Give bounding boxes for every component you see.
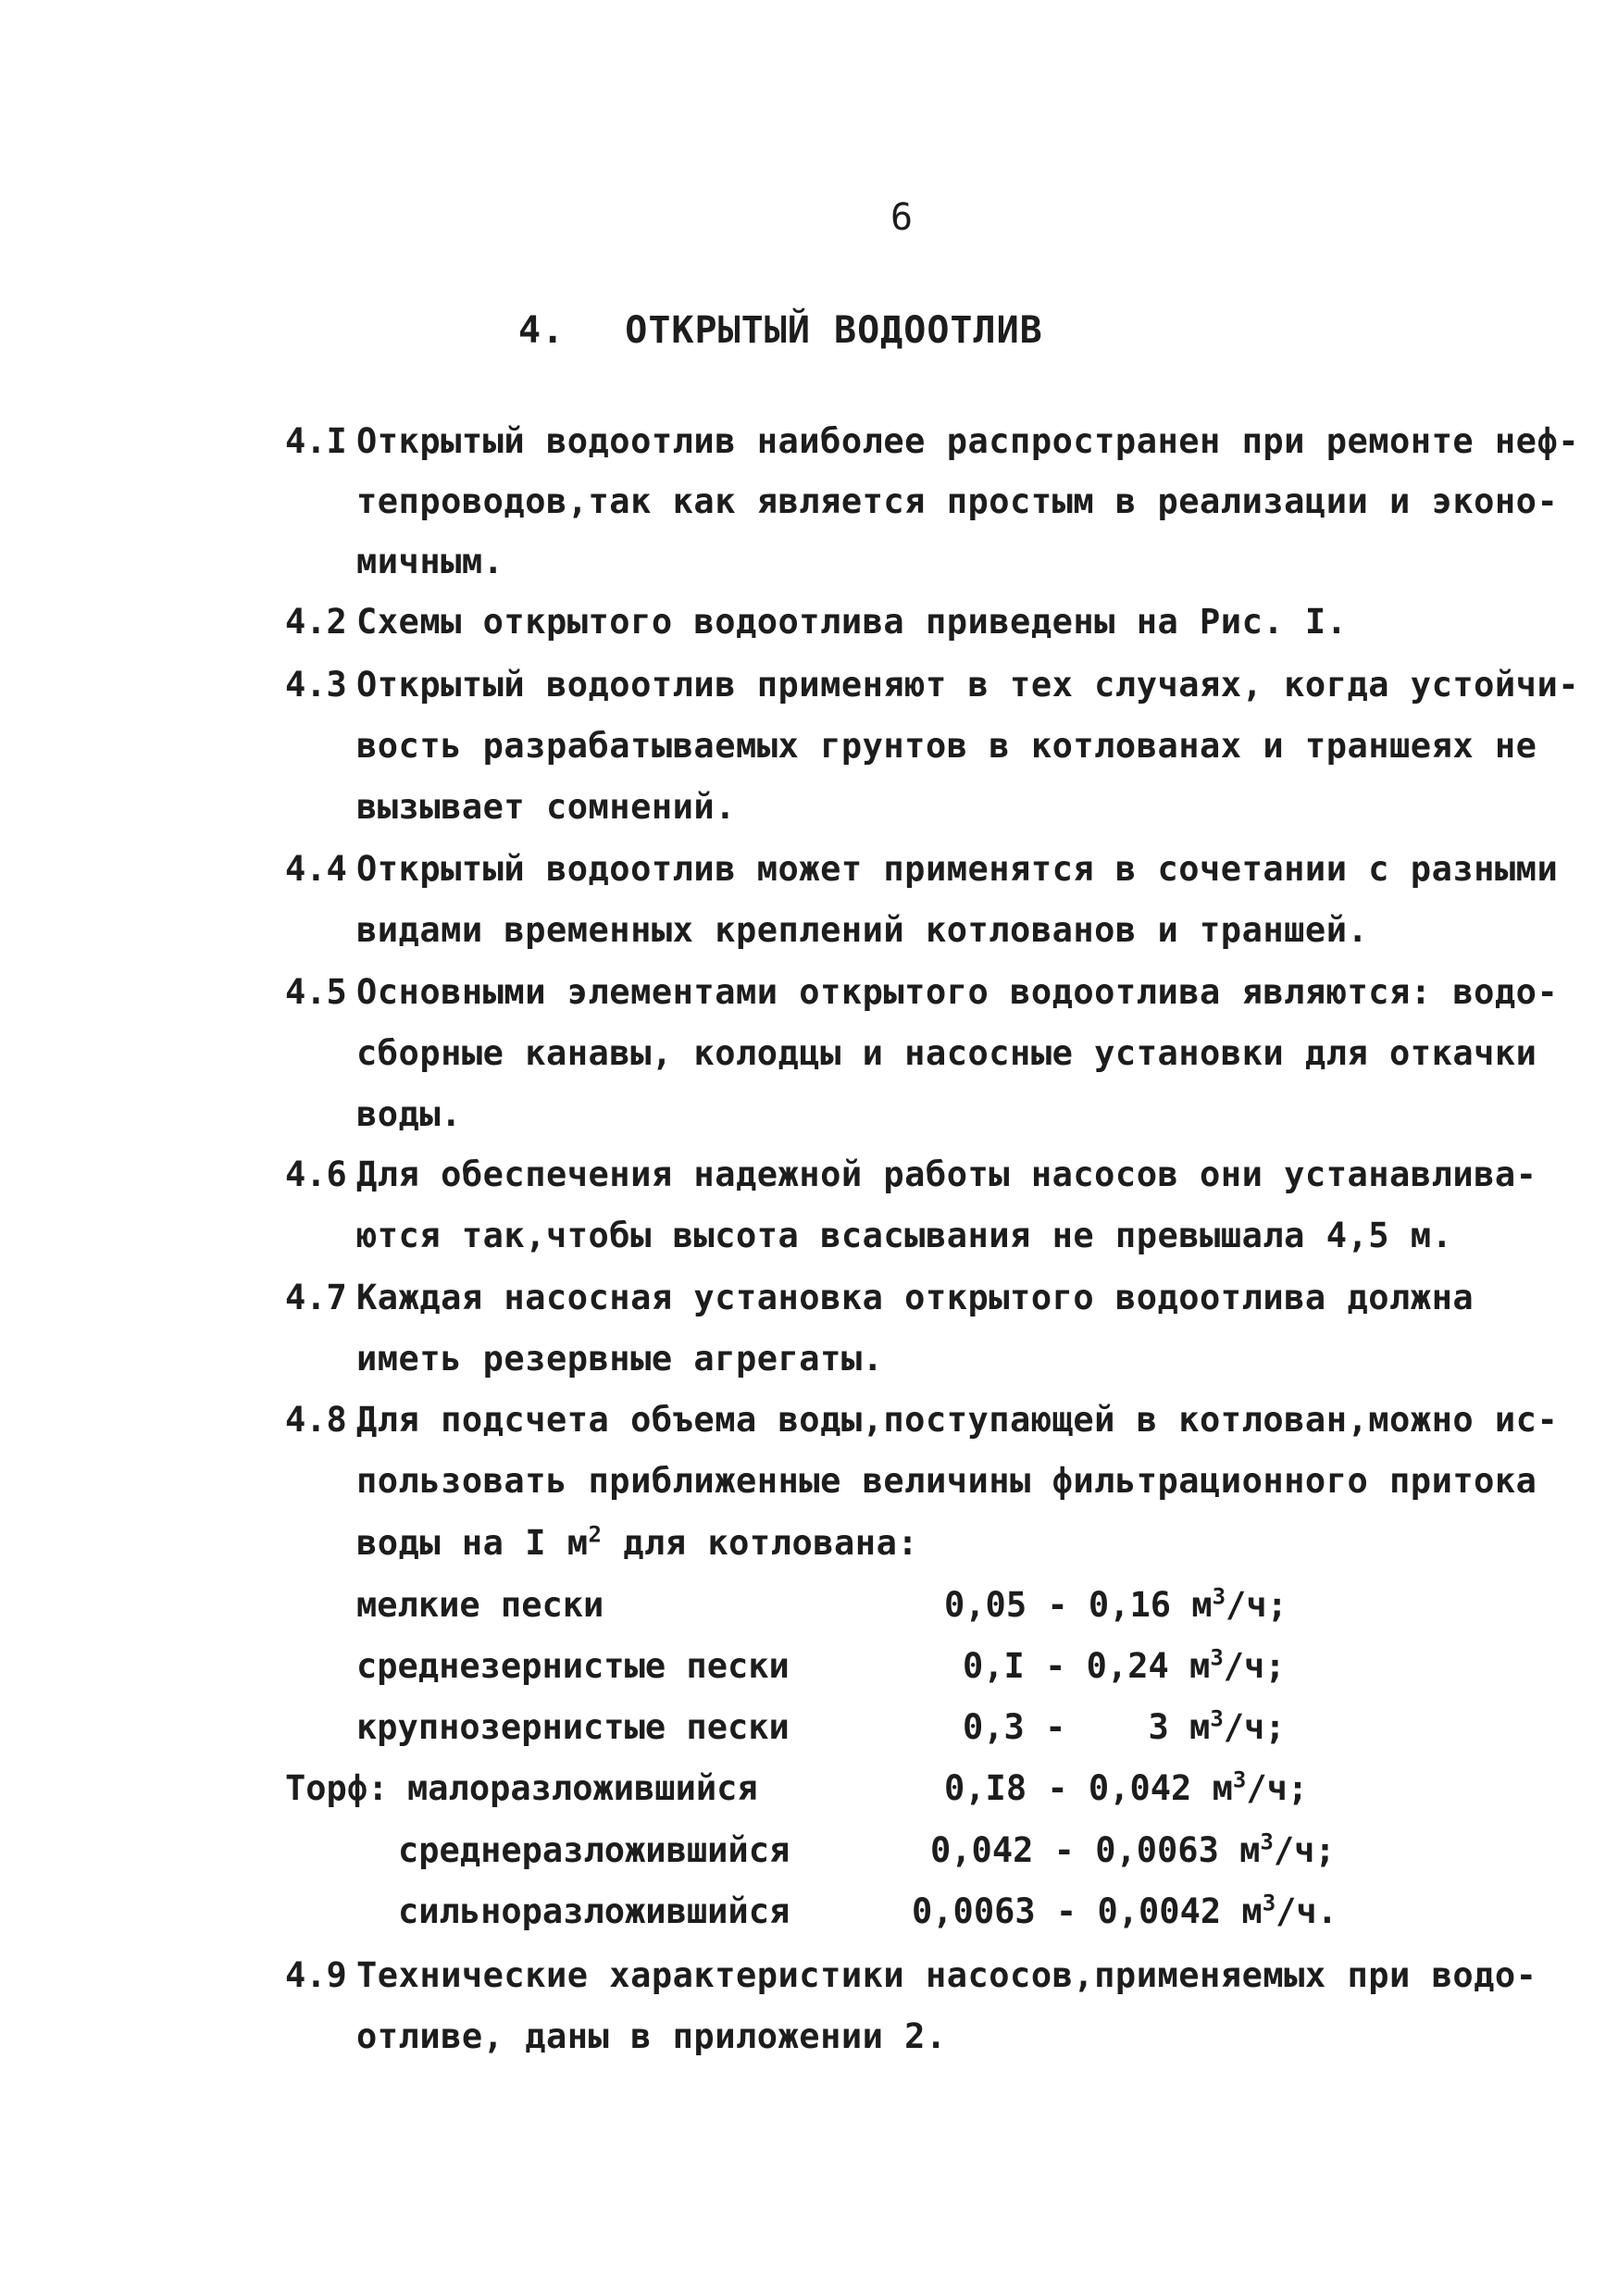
section-title-text: ОТКРЫТЫЙ ВОДООТЛИВ bbox=[625, 309, 1043, 352]
flow-row-value bbox=[930, 1830, 1336, 1870]
flow-row-value bbox=[912, 1891, 1338, 1931]
superscript: 3 bbox=[1210, 1705, 1224, 1732]
flow-row-label: малоразложившийся bbox=[407, 1768, 758, 1808]
item-line: Схемы открытого водоотлива приведены на Рис. I. bbox=[356, 602, 1348, 642]
item-number: 4.8 bbox=[285, 1400, 347, 1440]
item-line: пользовать приближенные величины фильтрационного притока bbox=[356, 1461, 1537, 1501]
flow-range: 0,I8 - 0,042 м bbox=[944, 1768, 1233, 1808]
item-line: Открытый водоотлив применяют в тех случаях, когда устойчи- bbox=[356, 665, 1580, 705]
flow-row-value bbox=[944, 1585, 1288, 1625]
item-line: Для подсчета объема воды,поступающей в котлован,можно ис- bbox=[356, 1400, 1559, 1440]
page-number: 6 bbox=[890, 196, 914, 239]
flow-range: 0,042 - 0,0063 м bbox=[930, 1830, 1261, 1870]
item-number: 4.2 bbox=[285, 602, 347, 642]
flow-row-label: мелкие пески bbox=[356, 1585, 604, 1625]
item-line: сборные канавы, колодцы и насосные установки для откачки bbox=[356, 1033, 1537, 1073]
superscript: 3 bbox=[1210, 1644, 1224, 1671]
item-line: иметь резервные агрегаты. bbox=[356, 1339, 884, 1379]
item-number: 4.6 bbox=[285, 1154, 347, 1194]
item-line-prefix: воды на I м bbox=[356, 1523, 589, 1563]
item-number: 4.I bbox=[285, 421, 347, 461]
item-line: ются так,чтобы высота всасывания не превышала 4,5 м. bbox=[356, 1216, 1453, 1255]
item-number: 4.7 bbox=[285, 1278, 347, 1317]
item-line: Технические характеристики насосов,применяемых при водо- bbox=[356, 1955, 1537, 1995]
flow-unit: /ч; bbox=[1273, 1830, 1336, 1870]
flow-row-label: среднезернистые пески bbox=[356, 1646, 790, 1686]
item-line bbox=[356, 1523, 918, 1563]
flow-range: 0,05 - 0,16 м bbox=[944, 1585, 1213, 1625]
item-line: вость разрабатываемых грунтов в котлованах и траншеях не bbox=[356, 726, 1537, 766]
item-line: Основными элементами открытого водоотлива являются: водо- bbox=[356, 972, 1559, 1012]
flow-range: 0,0063 - 0,0042 м bbox=[912, 1891, 1263, 1931]
flow-row-label: крупнозернистые пески bbox=[356, 1707, 790, 1747]
item-number: 4.3 bbox=[285, 665, 347, 705]
superscript: 3 bbox=[1262, 1890, 1276, 1916]
superscript: 3 bbox=[1212, 1583, 1226, 1610]
flow-range: 0,I - 0,24 м bbox=[963, 1646, 1211, 1686]
item-line: тепроводов,так как является простым в реализации и эконо- bbox=[356, 481, 1559, 521]
flow-row-label: среднеразложившийся bbox=[398, 1830, 790, 1870]
item-number: 4.4 bbox=[285, 849, 347, 889]
item-line: мичным. bbox=[356, 542, 504, 581]
item-number: 4.5 bbox=[285, 972, 347, 1012]
item-line: видами временных креплений котлованов и траншей. bbox=[356, 910, 1369, 950]
peat-label: Торф: bbox=[285, 1768, 389, 1808]
superscript: 3 bbox=[1260, 1828, 1274, 1855]
item-line: вызывает сомнений. bbox=[356, 787, 736, 827]
superscript: 2 bbox=[588, 1521, 603, 1548]
flow-row-value bbox=[944, 1768, 1308, 1808]
item-number: 4.9 bbox=[285, 1955, 347, 1995]
item-line: воды. bbox=[356, 1094, 462, 1134]
item-line: Открытый водоотлив может применятся в сочетании с разными bbox=[356, 849, 1559, 889]
flow-unit: /ч; bbox=[1223, 1707, 1286, 1747]
section-title bbox=[518, 309, 1043, 352]
item-line-suffix: для котлована: bbox=[602, 1523, 919, 1563]
flow-unit: /ч; bbox=[1223, 1646, 1286, 1686]
flow-unit: /ч; bbox=[1226, 1585, 1288, 1625]
section-number: 4. bbox=[518, 309, 566, 352]
flow-unit: /ч. bbox=[1276, 1891, 1338, 1931]
flow-range: 0,3 - 3 м bbox=[963, 1707, 1211, 1747]
superscript: 3 bbox=[1232, 1766, 1247, 1793]
item-line: Для обеспечения надежной работы насосов они устанавлива- bbox=[356, 1154, 1537, 1194]
flow-unit: /ч; bbox=[1246, 1768, 1309, 1808]
flow-row-value bbox=[963, 1707, 1286, 1747]
item-line: Открытый водоотлив наиболее распространен при ремонте неф- bbox=[356, 421, 1580, 461]
flow-row-label: сильноразложившийся bbox=[398, 1891, 790, 1931]
item-line: отливе, даны в приложении 2. bbox=[356, 2016, 947, 2056]
item-line: Каждая насосная установка открытого водоотлива должна bbox=[356, 1278, 1475, 1317]
flow-row-value bbox=[963, 1646, 1286, 1686]
